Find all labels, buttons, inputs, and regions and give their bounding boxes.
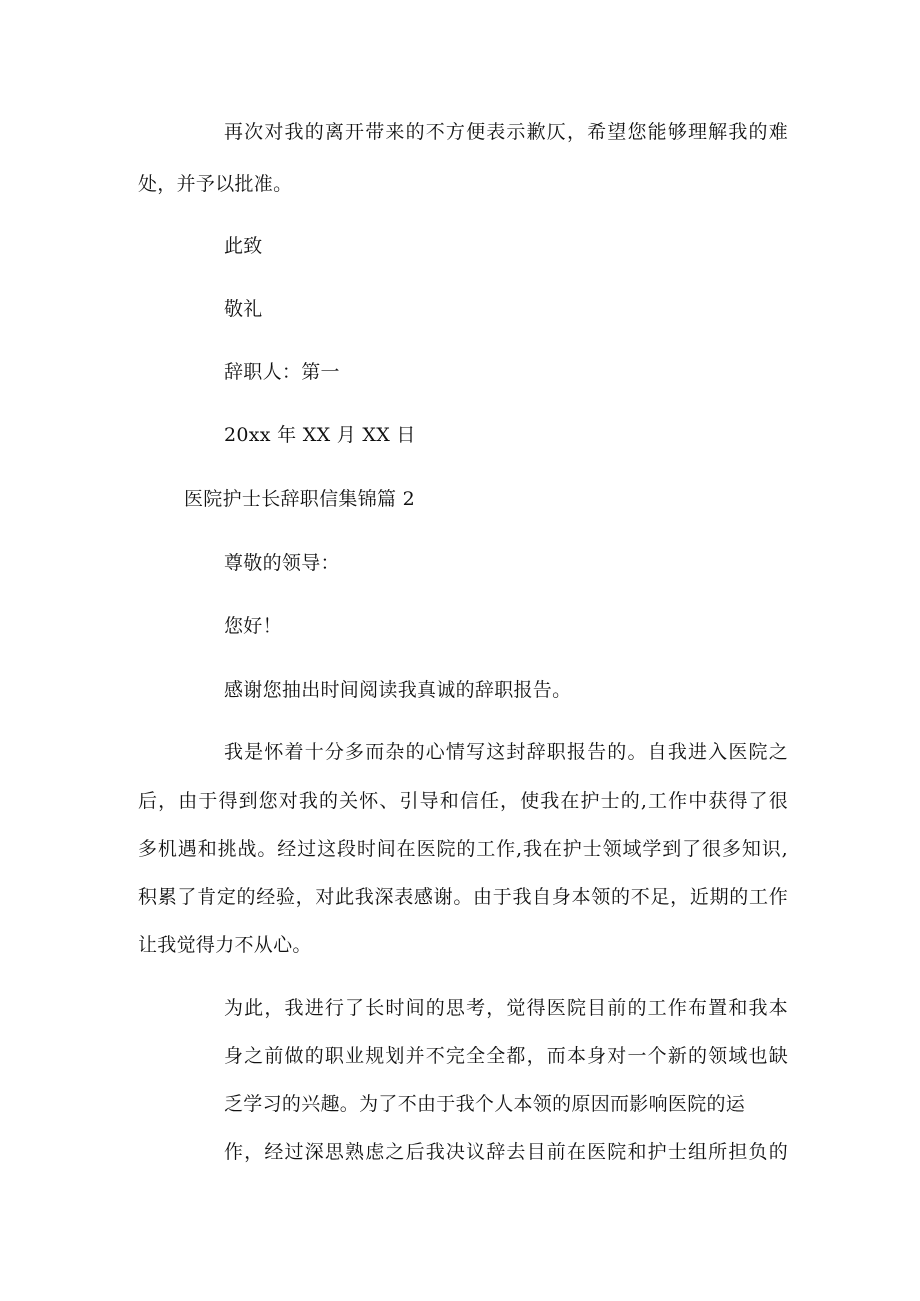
closing-paragraph-line-2: 处，并予以批准。	[138, 173, 293, 195]
body-paragraph-1-line-5: 让我觉得力不从心。	[138, 934, 312, 956]
signature: 辞职人：第一	[224, 361, 340, 383]
closing-paragraph-line-1: 再次对我的离开带来的不方便表示歉仄，希望您能够理解我的难	[224, 121, 788, 143]
hello: 您好！	[224, 615, 282, 637]
body-paragraph-1-line-4: 积累了肯定的经验，对此我深表感谢。由于我自身本领的不足，近期的工作	[138, 886, 788, 908]
body-paragraph-2-line-3: 乏学习的兴趣。为了不由于我个人本领的原因而影响医院的运	[224, 1093, 746, 1115]
thanks-line: 感谢您抽出时间阅读我真诚的辞职报告。	[224, 679, 572, 701]
regards: 敬礼	[224, 298, 263, 320]
body-paragraph-2-line-2: 身之前做的职业规划并不完全全都，而本身对一个新的领域也缺	[224, 1045, 788, 1067]
salutation-close: 此致	[224, 235, 263, 257]
body-paragraph-2-line-1: 为此，我进行了长时间的思考，觉得医院目前的工作布置和我本	[224, 997, 788, 1019]
section-title: 医院护士长辞职信集锦篇 2	[184, 488, 416, 510]
body-paragraph-1-line-3: 多机遇和挑战。经过这段时间在医院的工作,我在护士领域学到了很多知识,	[138, 838, 788, 860]
body-paragraph-2-line-4: 作，经过深思熟虑之后我决议辞去目前在医院和护士组所担负的	[224, 1141, 788, 1163]
date: 20xx 年 XX 月 XX 日	[224, 424, 416, 446]
body-paragraph-1-line-2: 后，由于得到您对我的关怀、引导和信任，使我在护士的,工作中获得了很	[138, 790, 788, 812]
body-paragraph-1-line-1: 我是怀着十分多而杂的心情写这封辞职报告的。自我进入医院之	[224, 741, 788, 763]
greeting: 尊敬的领导：	[224, 552, 340, 574]
